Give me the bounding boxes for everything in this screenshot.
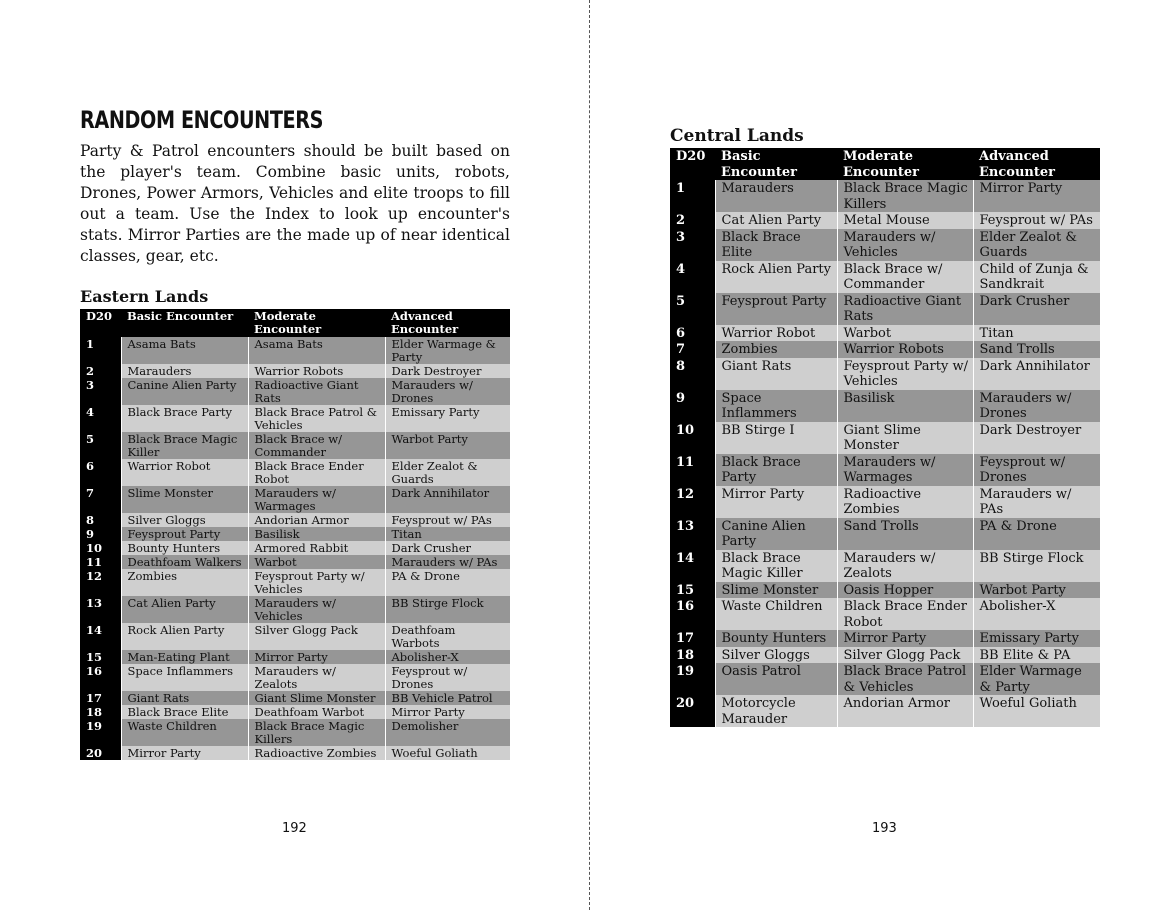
advanced-encounter-cell: Woeful Goliath — [973, 695, 1100, 727]
basic-encounter-cell: Bounty Hunters — [715, 630, 837, 647]
advanced-encounter-cell: Mirror Party — [973, 180, 1100, 212]
moderate-encounter-cell: Feysprout Party w/ Vehicles — [837, 358, 973, 390]
central-lands-title: Central Lands — [670, 126, 804, 146]
advanced-encounter-cell: Titan — [385, 527, 510, 541]
d20-cell: 17 — [80, 691, 121, 705]
table-header-row — [80, 309, 510, 337]
basic-encounter-cell: Black Brace Party — [715, 454, 837, 486]
d20-cell: 5 — [80, 432, 121, 459]
d20-cell: 4 — [670, 261, 715, 293]
advanced-encounter-cell: Emissary Party — [973, 630, 1100, 647]
basic-encounter-cell: BB Stirge I — [715, 422, 837, 454]
advanced-encounter-cell: Warbot Party — [385, 432, 510, 459]
table-row — [80, 719, 510, 746]
page-number: 192 — [282, 821, 307, 836]
table-row — [670, 180, 1100, 212]
moderate-encounter-cell: Giant Slime Monster — [837, 422, 973, 454]
d20-cell: 18 — [80, 705, 121, 719]
moderate-encounter-cell: Radioactive Zombies — [248, 746, 385, 760]
table-row — [670, 486, 1100, 518]
advanced-encounter-cell: Marauders w/ Drones — [973, 390, 1100, 422]
advanced-encounter-cell: Child of Zunja & Sandkrait — [973, 261, 1100, 293]
table-row — [670, 454, 1100, 486]
moderate-encounter-cell: Metal Mouse — [837, 212, 973, 229]
moderate-encounter-cell: Black Brace w/ Commander — [248, 432, 385, 459]
d20-cell: 2 — [670, 212, 715, 229]
header-advanced: Advanced Encounter — [973, 148, 1100, 180]
table-row — [80, 337, 510, 364]
basic-encounter-cell: Man-Eating Plant — [121, 650, 248, 664]
d20-cell: 10 — [670, 422, 715, 454]
basic-encounter-cell: Zombies — [121, 569, 248, 596]
advanced-encounter-cell: Abolisher-X — [385, 650, 510, 664]
d20-cell: 11 — [670, 454, 715, 486]
basic-encounter-cell: Silver Gloggs — [715, 647, 837, 664]
moderate-encounter-cell: Black Brace Ender Robot — [248, 459, 385, 486]
moderate-encounter-cell: Marauders w/ Zealots — [837, 550, 973, 582]
table-row — [80, 596, 510, 623]
moderate-encounter-cell: Armored Rabbit — [248, 541, 385, 555]
header-d20: D20 — [80, 309, 121, 337]
moderate-encounter-cell: Silver Glogg Pack — [248, 623, 385, 650]
basic-encounter-cell: Warrior Robot — [121, 459, 248, 486]
d20-cell: 15 — [80, 650, 121, 664]
advanced-encounter-cell: Feysprout w/ Drones — [973, 454, 1100, 486]
moderate-encounter-cell: Andorian Armor — [248, 513, 385, 527]
d20-cell: 16 — [670, 598, 715, 630]
basic-encounter-cell: Asama Bats — [121, 337, 248, 364]
d20-cell: 18 — [670, 647, 715, 664]
basic-encounter-cell: Cat Alien Party — [715, 212, 837, 229]
table-row — [670, 630, 1100, 647]
d20-cell: 19 — [80, 719, 121, 746]
d20-cell: 13 — [670, 518, 715, 550]
d20-cell: 15 — [670, 582, 715, 599]
d20-cell: 7 — [670, 341, 715, 358]
d20-cell: 4 — [80, 405, 121, 432]
d20-cell: 6 — [670, 325, 715, 342]
d20-cell: 11 — [80, 555, 121, 569]
basic-encounter-cell: Black Brace Magic Killer — [715, 550, 837, 582]
table-row — [80, 432, 510, 459]
moderate-encounter-cell: Silver Glogg Pack — [837, 647, 973, 664]
table-row — [670, 261, 1100, 293]
table-row — [80, 459, 510, 486]
moderate-encounter-cell: Marauders w/ Vehicles — [248, 596, 385, 623]
d20-cell: 5 — [670, 293, 715, 325]
advanced-encounter-cell: Marauders w/ PAs — [973, 486, 1100, 518]
d20-cell: 1 — [80, 337, 121, 364]
advanced-encounter-cell: Demolisher — [385, 719, 510, 746]
moderate-encounter-cell: Oasis Hopper — [837, 582, 973, 599]
d20-cell: 12 — [670, 486, 715, 518]
moderate-encounter-cell: Basilisk — [248, 527, 385, 541]
moderate-encounter-cell: Radioactive Giant Rats — [248, 378, 385, 405]
table-row — [80, 405, 510, 432]
basic-encounter-cell: Space Inflammers — [715, 390, 837, 422]
intro-paragraph: Party & Patrol encounters should be built based on the player's team. Combine basic units, robots, Drones, Power Armors, Vehicles and elite troops to fill out a team. Use the Index to look up encounter's stats. Mirror Parties are the made up of near identical classes, gear, etc. — [80, 142, 510, 265]
eastern-lands-table — [80, 309, 510, 760]
moderate-encounter-cell: Andorian Armor — [837, 695, 973, 727]
table-row — [670, 598, 1100, 630]
moderate-encounter-cell: Black Brace Magic Killers — [248, 719, 385, 746]
moderate-encounter-cell: Mirror Party — [248, 650, 385, 664]
eastern-lands-title: Eastern Lands — [80, 287, 209, 306]
advanced-encounter-cell: Abolisher-X — [973, 598, 1100, 630]
basic-encounter-cell: Waste Children — [715, 598, 837, 630]
advanced-encounter-cell: Elder Zealot & Guards — [385, 459, 510, 486]
basic-encounter-cell: Marauders — [715, 180, 837, 212]
d20-cell: 9 — [80, 527, 121, 541]
basic-encounter-cell: Giant Rats — [121, 691, 248, 705]
table-row — [670, 518, 1100, 550]
basic-encounter-cell: Mirror Party — [121, 746, 248, 760]
table-row — [80, 527, 510, 541]
advanced-encounter-cell: Dark Annihilator — [385, 486, 510, 513]
basic-encounter-cell: Canine Alien Party — [715, 518, 837, 550]
moderate-encounter-cell: Black Brace Patrol & Vehicles — [837, 663, 973, 695]
header-advanced: Advanced Encounter — [385, 309, 510, 337]
moderate-encounter-cell: Warrior Robots — [837, 341, 973, 358]
table-row — [80, 364, 510, 378]
table-header-row — [670, 148, 1100, 180]
d20-cell: 19 — [670, 663, 715, 695]
advanced-encounter-cell: BB Stirge Flock — [973, 550, 1100, 582]
table-row — [80, 555, 510, 569]
advanced-encounter-cell: PA & Drone — [385, 569, 510, 596]
advanced-encounter-cell: Woeful Goliath — [385, 746, 510, 760]
advanced-encounter-cell: Mirror Party — [385, 705, 510, 719]
basic-encounter-cell: Zombies — [715, 341, 837, 358]
page-number: 193 — [872, 821, 897, 836]
basic-encounter-cell: Bounty Hunters — [121, 541, 248, 555]
header-moderate: Moderate Encounter — [248, 309, 385, 337]
basic-encounter-cell: Black Brace Party — [121, 405, 248, 432]
moderate-encounter-cell: Warbot — [837, 325, 973, 342]
moderate-encounter-cell: Radioactive Giant Rats — [837, 293, 973, 325]
basic-encounter-cell: Slime Monster — [121, 486, 248, 513]
basic-encounter-cell: Deathfoam Walkers — [121, 555, 248, 569]
table-row — [670, 341, 1100, 358]
table-row — [670, 229, 1100, 261]
advanced-encounter-cell: Dark Crusher — [973, 293, 1100, 325]
left-page — [80, 0, 510, 910]
advanced-encounter-cell: Elder Warmage & Party — [385, 337, 510, 364]
moderate-encounter-cell: Black Brace Ender Robot — [837, 598, 973, 630]
basic-encounter-cell: Black Brace Elite — [715, 229, 837, 261]
table-row — [670, 325, 1100, 342]
table-row — [670, 358, 1100, 390]
table-row — [80, 664, 510, 691]
basic-encounter-cell: Giant Rats — [715, 358, 837, 390]
advanced-encounter-cell: Titan — [973, 325, 1100, 342]
table-row — [670, 293, 1100, 325]
basic-encounter-cell: Rock Alien Party — [715, 261, 837, 293]
d20-cell: 20 — [80, 746, 121, 760]
moderate-encounter-cell: Basilisk — [837, 390, 973, 422]
basic-encounter-cell: Black Brace Magic Killer — [121, 432, 248, 459]
d20-cell: 14 — [80, 623, 121, 650]
d20-cell: 9 — [670, 390, 715, 422]
table-row — [670, 695, 1100, 727]
header-basic: Basic Encounter — [715, 148, 837, 180]
table-row — [80, 486, 510, 513]
basic-encounter-cell: Marauders — [121, 364, 248, 378]
basic-encounter-cell: Waste Children — [121, 719, 248, 746]
d20-cell: 3 — [670, 229, 715, 261]
d20-cell: 8 — [80, 513, 121, 527]
header-d20: D20 — [670, 148, 715, 180]
d20-cell: 17 — [670, 630, 715, 647]
advanced-encounter-cell: Dark Destroyer — [973, 422, 1100, 454]
d20-cell: 1 — [670, 180, 715, 212]
moderate-encounter-cell: Feysprout Party w/ Vehicles — [248, 569, 385, 596]
d20-cell: 7 — [80, 486, 121, 513]
basic-encounter-cell: Canine Alien Party — [121, 378, 248, 405]
advanced-encounter-cell: Dark Annihilator — [973, 358, 1100, 390]
advanced-encounter-cell: Elder Zealot & Guards — [973, 229, 1100, 261]
advanced-encounter-cell: Dark Destroyer — [385, 364, 510, 378]
advanced-encounter-cell: Deathfoam Warbots — [385, 623, 510, 650]
d20-cell: 20 — [670, 695, 715, 727]
moderate-encounter-cell: Black Brace Patrol & Vehicles — [248, 405, 385, 432]
advanced-encounter-cell: Elder Warmage & Party — [973, 663, 1100, 695]
table-row — [80, 378, 510, 405]
moderate-encounter-cell: Marauders w/ Warmages — [837, 454, 973, 486]
moderate-encounter-cell: Giant Slime Monster — [248, 691, 385, 705]
moderate-encounter-cell: Warrior Robots — [248, 364, 385, 378]
advanced-encounter-cell: Feysprout w/ PAs — [385, 513, 510, 527]
table-row — [670, 422, 1100, 454]
advanced-encounter-cell: BB Vehicle Patrol — [385, 691, 510, 705]
moderate-encounter-cell: Deathfoam Warbot — [248, 705, 385, 719]
d20-cell: 3 — [80, 378, 121, 405]
d20-cell: 8 — [670, 358, 715, 390]
table-row — [80, 541, 510, 555]
central-lands-table-body — [670, 180, 1100, 727]
advanced-encounter-cell: Feysprout w/ Drones — [385, 664, 510, 691]
advanced-encounter-cell: Dark Crusher — [385, 541, 510, 555]
advanced-encounter-cell: Emissary Party — [385, 405, 510, 432]
advanced-encounter-cell: Feysprout w/ PAs — [973, 212, 1100, 229]
table-row — [670, 582, 1100, 599]
advanced-encounter-cell: Marauders w/ PAs — [385, 555, 510, 569]
basic-encounter-cell: Silver Gloggs — [121, 513, 248, 527]
moderate-encounter-cell: Sand Trolls — [837, 518, 973, 550]
table-row — [670, 663, 1100, 695]
d20-cell: 16 — [80, 664, 121, 691]
page-gutter-divider — [589, 0, 590, 910]
advanced-encounter-cell: Sand Trolls — [973, 341, 1100, 358]
basic-encounter-cell: Motorcycle Marauder — [715, 695, 837, 727]
table-row — [80, 623, 510, 650]
moderate-encounter-cell: Asama Bats — [248, 337, 385, 364]
moderate-encounter-cell: Radioactive Zombies — [837, 486, 973, 518]
moderate-encounter-cell: Mirror Party — [837, 630, 973, 647]
table-row — [670, 647, 1100, 664]
table-row — [80, 705, 510, 719]
table-row — [670, 212, 1100, 229]
basic-encounter-cell: Space Inflammers — [121, 664, 248, 691]
moderate-encounter-cell: Marauders w/ Vehicles — [837, 229, 973, 261]
table-row — [670, 550, 1100, 582]
table-row — [80, 650, 510, 664]
d20-cell: 12 — [80, 569, 121, 596]
basic-encounter-cell: Cat Alien Party — [121, 596, 248, 623]
moderate-encounter-cell: Marauders w/ Zealots — [248, 664, 385, 691]
moderate-encounter-cell: Warbot — [248, 555, 385, 569]
advanced-encounter-cell: BB Stirge Flock — [385, 596, 510, 623]
table-row — [80, 513, 510, 527]
moderate-encounter-cell: Marauders w/ Warmages — [248, 486, 385, 513]
d20-cell: 10 — [80, 541, 121, 555]
advanced-encounter-cell: BB Elite & PA — [973, 647, 1100, 664]
table-row — [80, 691, 510, 705]
eastern-lands-table-body — [80, 337, 510, 760]
page-heading: RANDOM ENCOUNTERS — [80, 106, 324, 134]
advanced-encounter-cell: Marauders w/ Drones — [385, 378, 510, 405]
moderate-encounter-cell: Black Brace Magic Killers — [837, 180, 973, 212]
table-row — [670, 390, 1100, 422]
basic-encounter-cell: Black Brace Elite — [121, 705, 248, 719]
basic-encounter-cell: Rock Alien Party — [121, 623, 248, 650]
table-row — [80, 746, 510, 760]
header-moderate: Moderate Encounter — [837, 148, 973, 180]
basic-encounter-cell: Mirror Party — [715, 486, 837, 518]
central-lands-table — [670, 148, 1100, 727]
basic-encounter-cell: Feysprout Party — [121, 527, 248, 541]
d20-cell: 6 — [80, 459, 121, 486]
advanced-encounter-cell: Warbot Party — [973, 582, 1100, 599]
advanced-encounter-cell: PA & Drone — [973, 518, 1100, 550]
right-page — [670, 0, 1100, 910]
basic-encounter-cell: Oasis Patrol — [715, 663, 837, 695]
basic-encounter-cell: Feysprout Party — [715, 293, 837, 325]
basic-encounter-cell: Warrior Robot — [715, 325, 837, 342]
d20-cell: 13 — [80, 596, 121, 623]
d20-cell: 2 — [80, 364, 121, 378]
moderate-encounter-cell: Black Brace w/ Commander — [837, 261, 973, 293]
table-row — [80, 569, 510, 596]
d20-cell: 14 — [670, 550, 715, 582]
header-basic: Basic Encounter — [121, 309, 248, 337]
basic-encounter-cell: Slime Monster — [715, 582, 837, 599]
